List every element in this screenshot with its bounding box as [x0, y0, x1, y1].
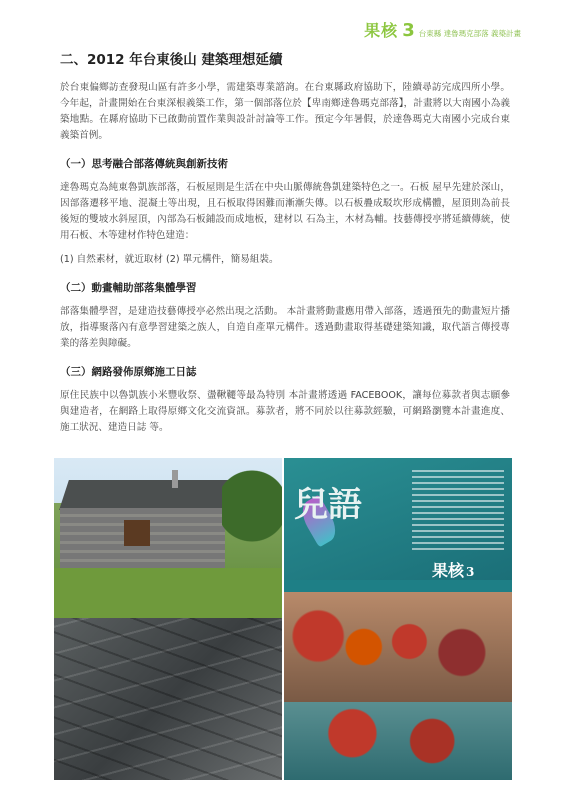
cover-title-number: 3: [466, 565, 475, 579]
subsection-3-paragraph-1: 原住民族中以魯凱族小米豐收祭、盪鞦韆等最為特別 本計畫將透過 FACEBOOK，讓每位募款者與志願參與建造者，在網路上取得原鄉文化交流資訊。募款者，將不同於以往募款經驗，可網路瀏覽本計畫進度、施工狀況、建造日誌 等。: [60, 390, 510, 433]
cover-bottom-photo: [284, 702, 512, 780]
cover-text-block: [412, 470, 504, 550]
brand-subtitle: 台東縣 達魯瑪克部落 義築計畫: [418, 29, 521, 38]
subsection-heading-2: （二）動畫輔助部落集體學習: [60, 282, 197, 294]
subsection-heading-1: （一）思考融合部落傳統與創新技術: [60, 158, 228, 170]
subsection-1-paragraph-2: (1) 自然素材，就近取材 (2) 單元構件，簡易組裝。: [60, 254, 279, 265]
article-body: [60, 48, 510, 444]
cover-big-text: 兒語: [294, 485, 362, 525]
cover-dancers-photo: [284, 592, 512, 702]
photo-collage: [54, 458, 512, 780]
magazine-cover-image: [284, 458, 512, 780]
subsection-1-paragraph-1: 達魯瑪克為純東魯凱族部落，石板屋則是生活在中央山脈傳統魯凱建築特色之一。石板 屋早先建於深山，因部落遷移平地、混凝土等出現，且石板取得困難而漸漸失傳。以石板疊成駁坎形成構體，屋頂則為前長後短的雙坡水斜屋頂，內部為石板鋪設而成地板，建材以 石為主，木材為輔。技藝傳授亭將延續傳統，使用石板、木等建材作特色建造：: [60, 182, 510, 241]
subsection-heading-3: （三）網路發佈原鄉施工日誌: [60, 366, 197, 378]
cover-title-text: 果核: [432, 561, 465, 580]
slate-tiles-photo: [54, 618, 282, 780]
intro-paragraph: 於台東偏鄉訪查發現山區有許多小學，需建築專業諮詢。在台東縣政府協助下，陸續尋訪完成四所小學。今年起，計畫開始在台東深根義築工作，第一個部落位於【卑南鄉達魯瑪克部落】，計畫將以大南國小為義築地點。在縣府協助下已啟動前置作業與設計討論等工作。預定今年暑假，於達魯瑪克大南國小完成台東義築首例。: [60, 82, 510, 141]
stone-house-photo: [54, 458, 282, 618]
page-header: [364, 18, 521, 41]
brand-logo-text: 果核: [364, 21, 399, 40]
section-title: 二、2012 年台東後山 建築理想延續: [60, 52, 283, 68]
subsection-2-paragraph-1: 部落集體學習，是建造技藝傳授亭必然出現之活動。 本計畫將動畫應用帶入部落，透過預先的動畫短片播放，指導聚落內有意學習建築之族人，自造自產單元構件。透過動畫取得基礎建築知識，取代語言傳授專業的落差與障礙。: [60, 306, 510, 349]
cover-title: [432, 558, 474, 581]
brand-issue-number: 3: [402, 20, 415, 41]
